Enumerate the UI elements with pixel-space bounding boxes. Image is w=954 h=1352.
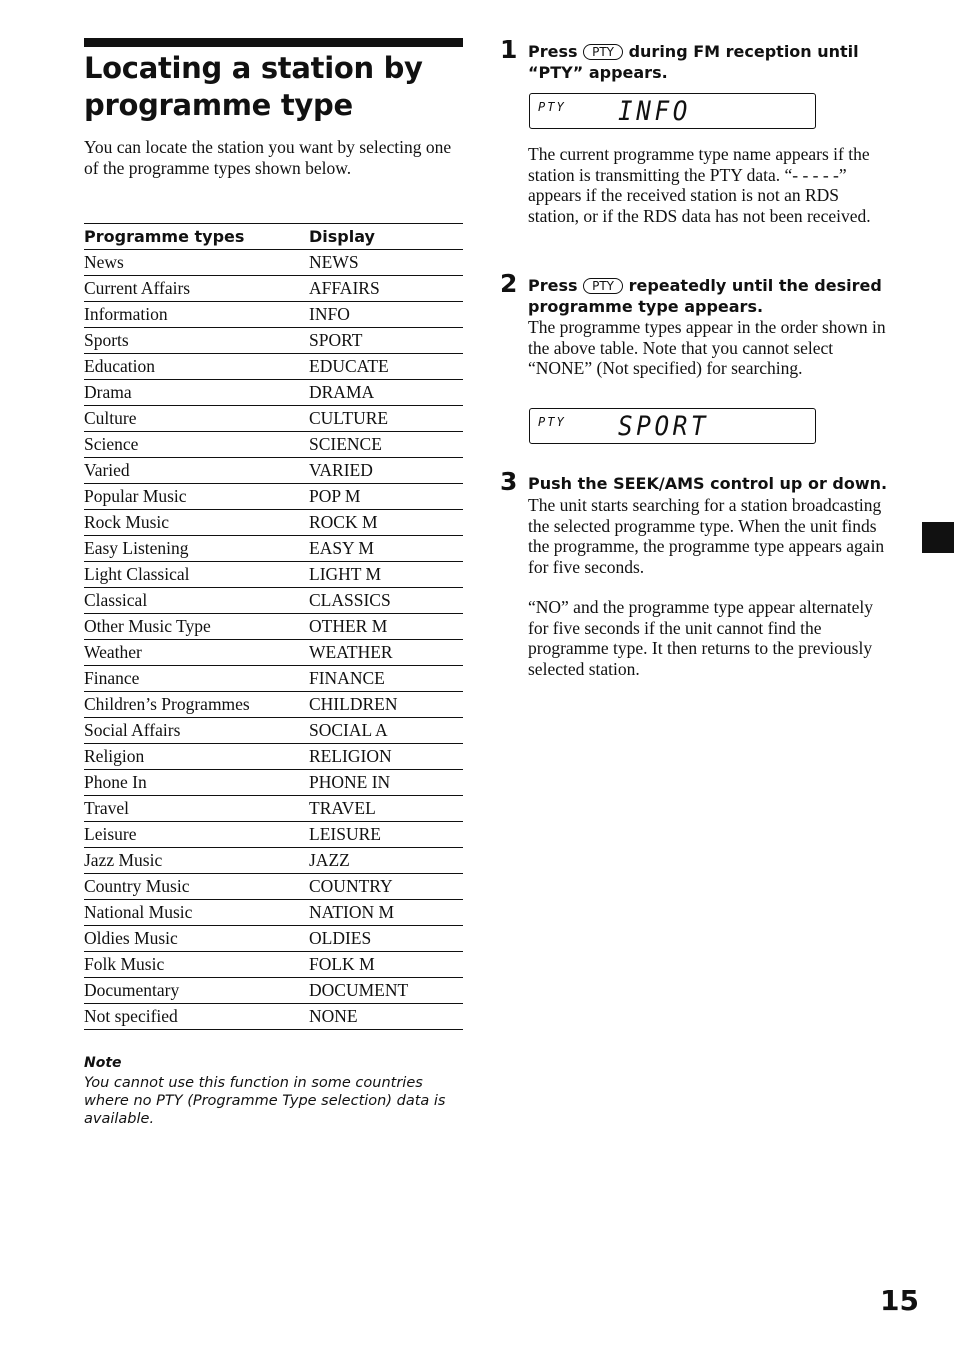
table-row [84,874,463,900]
programme-type-cell: Rock Music [84,510,309,536]
table-row [84,796,463,822]
table-row [84,302,463,328]
step-3-heading: Push the SEEK/AMS control up or down. [528,474,888,493]
programme-type-cell: Children’s Programmes [84,692,309,718]
programme-type-cell: Easy Listening [84,536,309,562]
page-number: 15 [880,1284,919,1317]
table-header-row [84,224,463,250]
programme-type-cell: Popular Music [84,484,309,510]
display-cell: FINANCE [309,666,463,692]
step-2-press-text: Press [528,276,578,295]
programme-type-cell: Drama [84,380,309,406]
display-cell: JAZZ [309,848,463,874]
display-cell: EDUCATE [309,354,463,380]
step-2-body: The programme types appear in the order shown in the above table. Note that you cannot select “NONE” (Not specified) for searching. [528,317,886,379]
programme-type-cell: Social Affairs [84,718,309,744]
display-cell: FOLK M [309,952,463,978]
step-3-number: 3 [500,467,518,496]
display-cell: DOCUMENT [309,978,463,1004]
display-cell: LEISURE [309,822,463,848]
section-tab-marker [922,522,954,553]
table-row [84,640,463,666]
programme-type-cell: Travel [84,796,309,822]
table-row [84,666,463,692]
table-row [84,978,463,1004]
programme-type-cell: Sports [84,328,309,354]
note-heading: Note [84,1055,122,1071]
table-row [84,484,463,510]
display-cell: OLDIES [309,926,463,952]
step-2-number: 2 [500,269,518,298]
table-row [84,536,463,562]
display-cell: RELIGION [309,744,463,770]
column-header-programme-types: Programme types [84,224,309,250]
pty-key-icon: PTY [583,44,623,60]
programme-type-cell: Leisure [84,822,309,848]
programme-type-cell: Phone In [84,770,309,796]
table-row [84,770,463,796]
table-row [84,926,463,952]
display-cell: NEWS [309,250,463,276]
programme-type-cell: Culture [84,406,309,432]
step-1-heading-rest: during FM reception until “PTY” appears. [528,42,859,82]
programme-type-cell: Light Classical [84,562,309,588]
table-row [84,1004,463,1030]
table-row [84,354,463,380]
display-cell: CHILDREN [309,692,463,718]
display-cell: CLASSICS [309,588,463,614]
table-row [84,744,463,770]
display-cell: EASY M [309,536,463,562]
display-cell: INFO [309,302,463,328]
programme-type-cell: Jazz Music [84,848,309,874]
programme-type-cell: Folk Music [84,952,309,978]
programme-type-cell: Religion [84,744,309,770]
table-row [84,328,463,354]
display-cell: PHONE IN [309,770,463,796]
lcd-text: SPORT [618,411,710,442]
programme-type-cell: Classical [84,588,309,614]
programme-type-cell: Education [84,354,309,380]
display-cell: AFFAIRS [309,276,463,302]
programme-type-table [84,223,463,1030]
display-cell: CULTURE [309,406,463,432]
step-2-heading-rest: repeatedly until the desired programme type appears. [528,276,882,316]
table-row [84,562,463,588]
display-cell: POP M [309,484,463,510]
programme-type-cell: Finance [84,666,309,692]
table-body [84,250,463,1030]
programme-type-cell: Information [84,302,309,328]
programme-type-cell: Varied [84,458,309,484]
table-row [84,250,463,276]
display-cell: TRAVEL [309,796,463,822]
step-1-press-text: Press [528,42,578,61]
table-row [84,432,463,458]
table-row [84,848,463,874]
step-1-body: The current programme type name appears if the station is transmitting the PTY data. “- - - - -” appears if the received station is not an RDS station, or if the RDS data has not been received. [528,144,871,226]
programme-type-cell: Oldies Music [84,926,309,952]
table-row [84,900,463,926]
programme-type-cell: National Music [84,900,309,926]
display-cell: VARIED [309,458,463,484]
display-cell: SPORT [309,328,463,354]
step-1-number: 1 [500,35,518,64]
table-row [84,458,463,484]
step-3-body-2: “NO” and the programme type appear alternately for five seconds if the unit cannot find the programme type. It then returns to the previously selected station. [528,597,873,679]
table-row [84,588,463,614]
display-cell: LIGHT M [309,562,463,588]
table-row [84,614,463,640]
programme-type-cell: Not specified [84,1004,309,1030]
page-title: Locating a station by programme type [84,51,423,122]
intro-paragraph: You can locate the station you want by selecting one of the programme types shown below. [84,137,452,178]
table-row [84,510,463,536]
display-cell: OTHER M [309,614,463,640]
display-cell: WEATHER [309,640,463,666]
step-1-heading [528,41,888,83]
lcd-display-sport [529,408,816,444]
table-row [84,952,463,978]
programme-type-cell: Weather [84,640,309,666]
column-header-display: Display [309,224,463,250]
programme-type-cell: Science [84,432,309,458]
display-cell: NATION M [309,900,463,926]
programme-type-cell: News [84,250,309,276]
lcd-pty-label: PTY [538,100,566,114]
lcd-pty-label: PTY [538,415,566,429]
table-row [84,718,463,744]
display-cell: ROCK M [309,510,463,536]
display-cell: SCIENCE [309,432,463,458]
step-3-body-1: The unit starts searching for a station broadcasting the selected programme type. When the unit finds the programme, the programme type appears again for five seconds. [528,495,885,577]
display-cell: DRAMA [309,380,463,406]
programme-type-cell: Current Affairs [84,276,309,302]
lcd-display-info [529,93,816,129]
display-cell: NONE [309,1004,463,1030]
display-cell: COUNTRY [309,874,463,900]
step-2-heading [528,275,888,317]
programme-type-cell: Country Music [84,874,309,900]
note-text: You cannot use this function in some countries where no PTY (Programme Type selection) data is available. [84,1075,446,1128]
pty-key-icon: PTY [583,278,623,294]
title-rule [84,38,463,47]
table-row [84,822,463,848]
table-row [84,276,463,302]
table-row [84,406,463,432]
table-row [84,692,463,718]
programme-type-cell: Other Music Type [84,614,309,640]
display-cell: SOCIAL A [309,718,463,744]
lcd-text: INFO [618,96,691,127]
programme-type-cell: Documentary [84,978,309,1004]
table-row [84,380,463,406]
